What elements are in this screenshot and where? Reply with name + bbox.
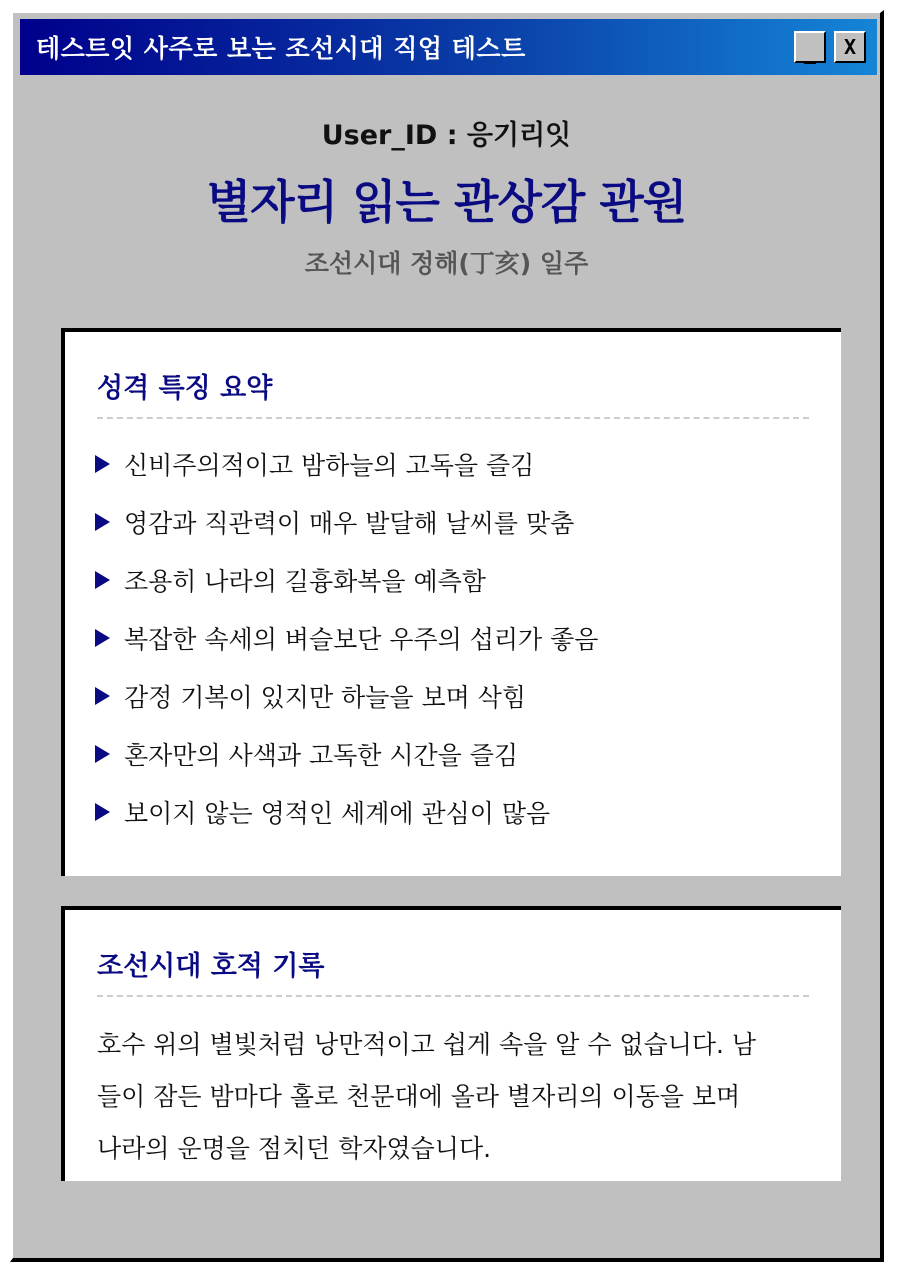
trait-text: 혼자만의 사색과 고독한 시간을 즐김 bbox=[124, 741, 519, 770]
triangle-right-icon bbox=[95, 687, 110, 705]
trait-text: 복잡한 속세의 벼슬보단 우주의 섭리가 좋음 bbox=[124, 625, 599, 654]
traits-heading: 성격 특징 요약 bbox=[97, 366, 809, 419]
list-item bbox=[95, 493, 841, 551]
record-panel bbox=[61, 906, 841, 1181]
list-item bbox=[95, 435, 841, 493]
job-title: 별자리 읽는 관상감 관원 bbox=[206, 175, 687, 229]
trait-text: 조용히 나라의 길흉화복을 예측함 bbox=[124, 567, 486, 596]
traits-panel bbox=[61, 328, 841, 876]
trait-text: 보이지 않는 영적인 세계에 관심이 많음 bbox=[124, 799, 551, 828]
triangle-right-icon bbox=[95, 455, 110, 473]
list-item bbox=[95, 551, 841, 609]
triangle-right-icon bbox=[95, 513, 110, 531]
traits-list bbox=[95, 435, 841, 841]
triangle-right-icon bbox=[95, 745, 110, 763]
triangle-right-icon bbox=[95, 629, 110, 647]
window-title: 테스트잇 사주로 보는 조선시대 직업 테스트 bbox=[36, 34, 526, 63]
close-button[interactable] bbox=[834, 31, 866, 63]
list-item bbox=[95, 725, 841, 783]
close-icon: X bbox=[843, 35, 857, 59]
title-bar[interactable] bbox=[20, 19, 877, 75]
minimize-button[interactable] bbox=[794, 31, 826, 63]
list-item bbox=[95, 667, 841, 725]
list-item bbox=[95, 609, 841, 667]
record-line: 호수 위의 별빛처럼 낭만적이고 쉽게 속을 알 수 없습니다. 남 bbox=[97, 1030, 757, 1059]
trait-text: 영감과 직관력이 매우 발달해 날씨를 맞춤 bbox=[124, 509, 575, 538]
minimize-icon: _ bbox=[803, 40, 817, 64]
triangle-right-icon bbox=[95, 803, 110, 821]
user-id-label: User_ID : 응기리잇 bbox=[321, 120, 572, 151]
record-paragraph bbox=[97, 1019, 811, 1175]
result-header bbox=[13, 113, 880, 280]
record-heading: 조선시대 호적 기록 bbox=[97, 944, 809, 997]
list-item bbox=[95, 783, 841, 841]
triangle-right-icon bbox=[95, 571, 110, 589]
trait-text: 신비주의적이고 밤하늘의 고독을 즐김 bbox=[124, 451, 535, 480]
day-pillar-subtitle: 조선시대 정해(丁亥) 일주 bbox=[304, 249, 589, 278]
record-line: 나라의 운명을 점치던 학자였습니다. bbox=[97, 1134, 492, 1163]
app-window bbox=[10, 10, 884, 1262]
record-line: 들이 잠든 밤마다 홀로 천문대에 올라 별자리의 이동을 보며 bbox=[97, 1082, 741, 1111]
trait-text: 감정 기복이 있지만 하늘을 보며 삭힘 bbox=[124, 683, 526, 712]
